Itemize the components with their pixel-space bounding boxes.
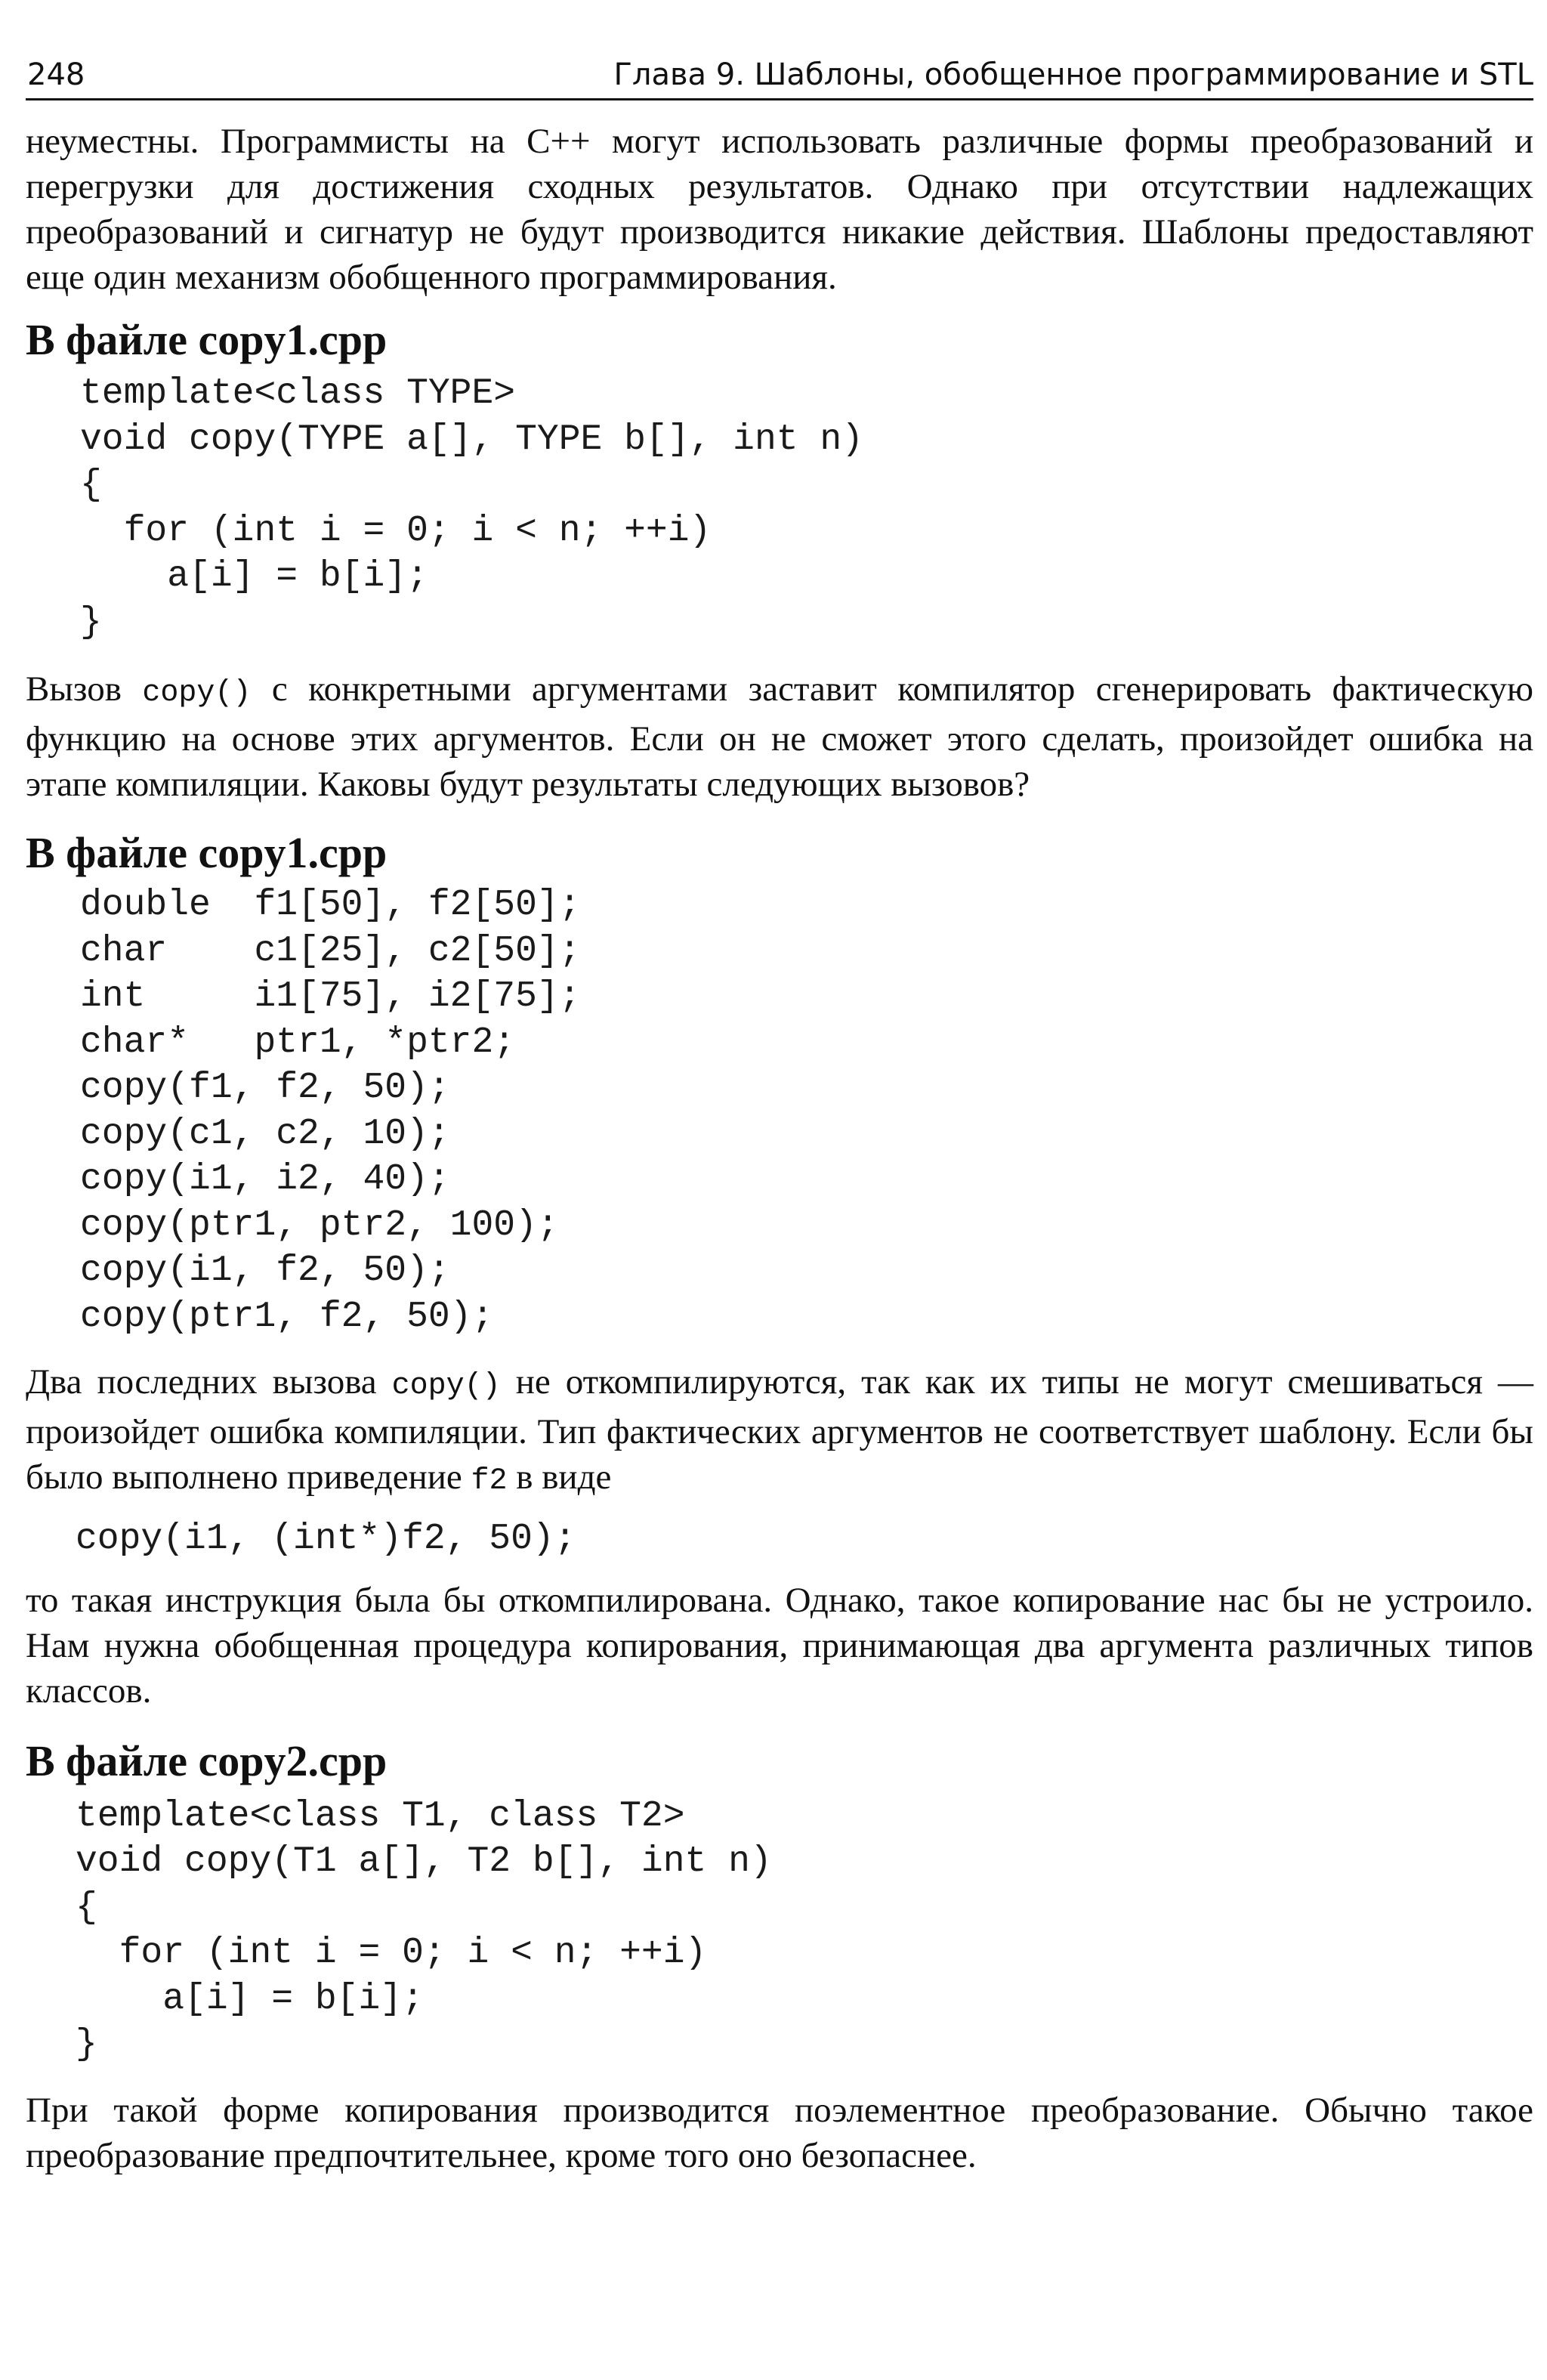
code-line: a[i] = b[i]; xyxy=(80,556,428,597)
code-line: { xyxy=(76,1887,97,1928)
code-line: } xyxy=(80,601,102,643)
code-block-template-copy xyxy=(26,371,1533,645)
code-line: copy(ptr1, f2, 50); xyxy=(80,1296,494,1337)
code-block-declarations xyxy=(26,882,1533,1340)
chapter-title: Глава 9. Шаблоны, обобщенное программирование и STL xyxy=(613,57,1533,92)
text-segment: в виде xyxy=(507,1457,612,1497)
running-head xyxy=(26,45,1533,100)
code-line: a[i] = b[i]; xyxy=(76,1978,424,2020)
code-line: double f1[50], f2[50]; xyxy=(80,885,581,926)
code-line: copy(i1, i2, 40); xyxy=(80,1159,450,1200)
text-segment: Вызов xyxy=(26,669,143,709)
paragraph-generic-copy: то такая инструкция была бы откомпилирована. Однако, такое копирование нас бы не устроило. Нам нужна обобщенная процедура копирования, принимающая два аргумента различных типов классов. xyxy=(26,1580,1533,1711)
paragraph-conclusion: При такой форме копирования производится поэлементное преобразование. Обычно такое преобразование предпочтительнее, кроме того оно безопаснее. xyxy=(26,2090,1533,2175)
text-segment: не откомпилируются, так как их типы не могут смешиваться — произойдет ошибка компиляции. Тип фактических аргументов не соответствует шаблону. Если бы было выполнено приведение xyxy=(26,1362,1533,1497)
code-line: for (int i = 0; i < n; ++i) xyxy=(76,1933,707,1974)
file-heading-copy1: В файле copy1.cpp xyxy=(26,315,388,364)
code-line: { xyxy=(80,465,102,505)
code-line: for (int i = 0; i < n; ++i) xyxy=(80,510,712,552)
code-line: copy(c1, c2, 10); xyxy=(80,1113,450,1154)
file-heading-copy2: В файле copy2.cpp xyxy=(26,1736,388,1785)
code-line: void copy(TYPE a[], TYPE b[], int n) xyxy=(80,419,863,460)
code-line: template<class T1, class T2> xyxy=(76,1795,685,1837)
paragraph-compile-error xyxy=(26,1359,1533,1504)
code-block-template-copy2 xyxy=(26,1794,1533,2068)
code-line: int i1[75], i2[75]; xyxy=(80,976,581,1017)
code-line: char* ptr1, *ptr2; xyxy=(80,1022,516,1063)
code-line: copy(i1, (int*)f2, 50); xyxy=(76,1519,576,1559)
code-line: void copy(T1 a[], T2 b[], int n) xyxy=(76,1841,772,1882)
code-line: } xyxy=(76,2024,97,2065)
inline-code: f2 xyxy=(471,1464,508,1498)
code-line: char c1[25], c2[50]; xyxy=(80,930,581,972)
page-number: 248 xyxy=(27,57,85,92)
code-line: copy(i1, f2, 50); xyxy=(80,1250,450,1291)
text-segment: Два последних вызова xyxy=(26,1362,392,1402)
text-segment: с конкретными аргументами заставит компилятор сгенерировать фактическую функцию на основе этих аргументов. Если он не сможет этого сделать, произойдет ошибка на этапе компиляции. Каковы будут результаты следующих вызовов? xyxy=(26,669,1533,804)
code-block-cast xyxy=(26,1516,1533,1562)
code-line: copy(f1, f2, 50); xyxy=(80,1068,450,1108)
file-heading-copy1-calls: В файле copy1.cpp xyxy=(26,828,388,877)
page xyxy=(26,45,1533,2178)
code-line: copy(ptr1, ptr2, 100); xyxy=(80,1204,559,1246)
code-line: template<class TYPE> xyxy=(80,373,516,414)
inline-code: copy() xyxy=(142,676,252,710)
inline-code: copy() xyxy=(391,1369,501,1403)
paragraph-intro: неуместны. Программисты на C++ могут использовать различные формы преобразований и перегрузки для достижения сходных результатов. Однако при отсутствии надлежащих преобразований и сигнатур не будут производится никакие действия. Шаблоны предоставляют еще один механизм обобщенного программирования. xyxy=(26,122,1533,297)
paragraph-copy-call xyxy=(26,666,1533,807)
